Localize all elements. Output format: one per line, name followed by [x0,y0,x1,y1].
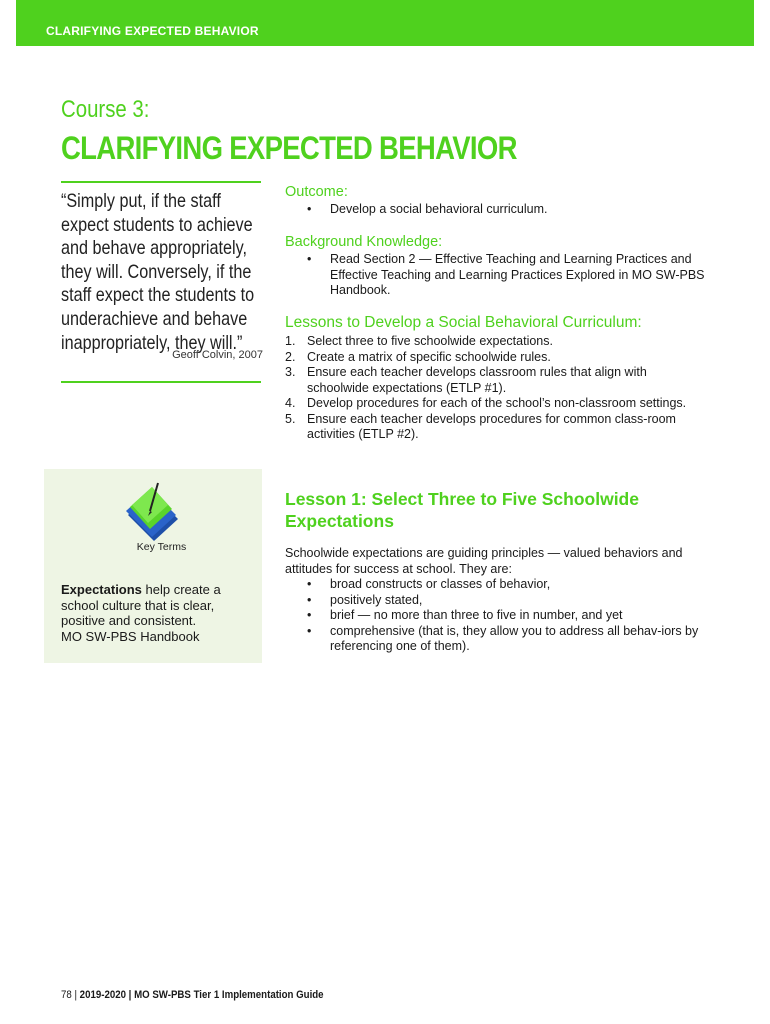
page-title: CLARIFYING EXPECTED BEHAVIOR [61,130,517,166]
list-item: • comprehensive (that is, they allow you to address all behav-iors by referencing one of them). [307,623,699,653]
list-item: • brief — no more than three to five in number, and yet [307,608,623,622]
background-list [285,252,705,299]
lessons-section [285,314,715,443]
notebook-pencil-icon [122,481,186,541]
key-terms-label: Key Terms [136,541,187,553]
list-item: 4. Develop procedures for each of the school’s non-classroom settings. [285,396,687,410]
list-item: 3. Ensure each teacher develops classroom rules that align with schoolwide expectations (ETLP #1). [285,365,647,395]
page-number: 78 [61,989,72,1001]
key-term-source: MO SW-PBS Handbook [61,628,200,644]
list-item: 2. Create a matrix of specific schoolwide rules. [285,349,551,364]
key-term-definition: help create a school culture that is clear, positive and consistent. [61,582,221,628]
outcome-heading: Outcome: [285,184,348,200]
lessons-list [285,334,695,443]
pull-quote: “Simply put, if the staff expect students to achieve and behave appropriately, they will. Conversely, if the staff expect the students to underachieve and behave inappropriately, they will.” [61,190,255,354]
lesson1-section [285,488,715,655]
lessons-heading: Lessons to Develop a Social Behavioral Curriculum: [285,314,642,331]
bottom-divider [61,381,261,383]
list-item: • positively stated, [307,592,423,607]
course-label: Course 3: [61,96,150,123]
key-terms-definition [61,582,256,644]
key-term: Expectations [61,582,142,597]
list-item: • Develop a social behavioral curriculum. [307,202,548,216]
page-footer: 78 | 2019-2020 | MO SW-PBS Tier 1 Implementation Guide [61,989,324,1001]
key-terms-box [44,469,262,663]
lesson1-intro: Schoolwide expectations are guiding principles — valued behaviors and attitudes for success at school. They are: [285,546,683,576]
lesson1-title: Lesson 1: Select Three to Five Schoolwide Expectations [285,489,639,531]
background-section [285,234,715,299]
guide-title: 2019-2020 | MO SW-PBS Tier 1 Implementation Guide [79,989,324,1001]
background-heading: Background Knowledge: [285,234,443,250]
outcome-section [285,184,715,218]
list-item: • Read Section 2 — Effective Teaching and Learning Practices and Effective Teaching and Learning Practices Explored in MO SW-PBS Handbook. [307,252,705,297]
list-item: 1. Select three to five schoolwide expectations. [285,334,553,348]
outcome-list [285,202,715,218]
lesson1-list [285,577,710,655]
quote-attribution: Geoff Colvin, 2007 [172,349,263,361]
list-item: 5. Ensure each teacher develops procedures for common class-room activities (ETLP #2). [285,411,676,441]
list-item: • broad constructs or classes of behavior, [307,577,551,591]
banner-title: CLARIFYING EXPECTED BEHAVIOR [46,24,259,38]
top-divider [61,181,261,183]
header-banner [16,0,754,46]
